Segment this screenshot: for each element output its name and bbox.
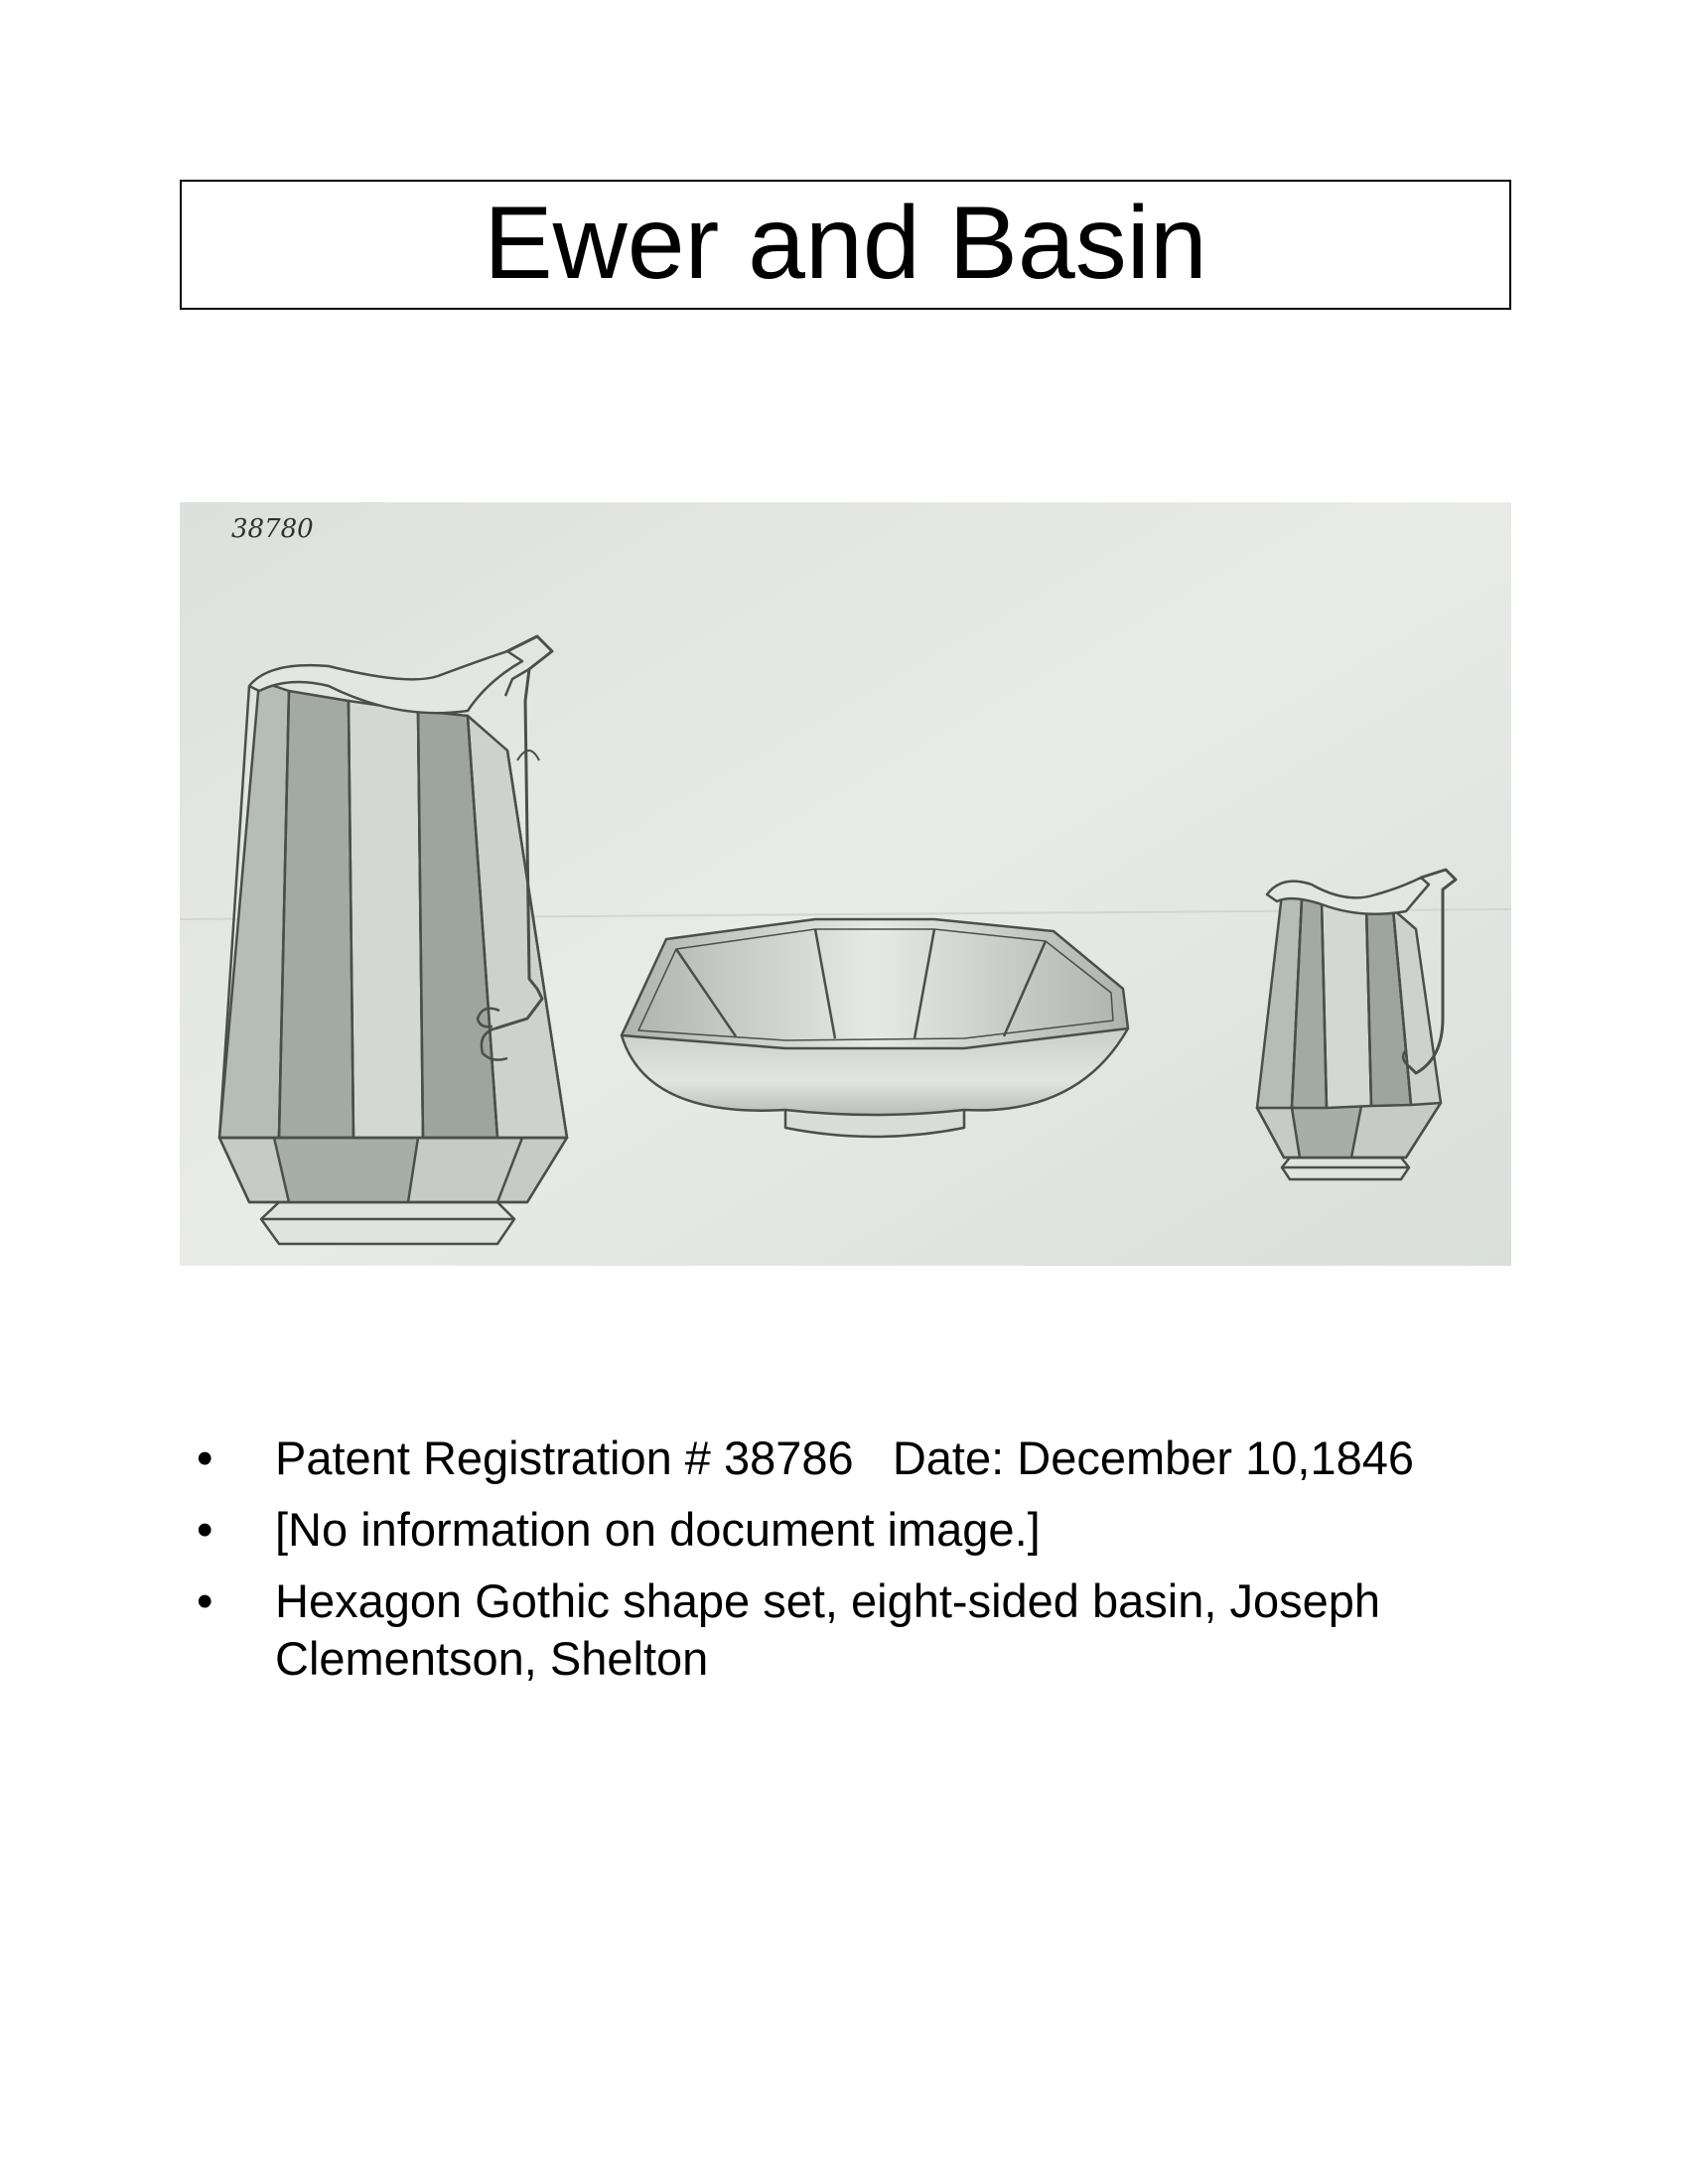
title-box — [180, 180, 1511, 310]
info-list — [189, 1430, 1499, 1702]
list-item — [189, 1430, 1499, 1487]
patent-drawing-svg — [180, 502, 1511, 1266]
patent-drawing — [180, 502, 1511, 1266]
list-item-text: Hexagon Gothic shape set, eight-sided basin, Joseph Clementson, Shelton — [275, 1574, 1381, 1685]
inventory-number: 38780 — [231, 514, 314, 544]
list-item-text: Patent Registration # 38786 Date: December 10,1846 — [275, 1432, 1415, 1484]
list-item — [189, 1501, 1499, 1559]
bullet-marker: • — [197, 1432, 213, 1484]
bullet-marker: • — [197, 1574, 213, 1627]
list-item-text: [No information on document image.] — [275, 1503, 1041, 1556]
page-title: Ewer and Basin — [484, 185, 1207, 301]
list-item — [189, 1572, 1499, 1688]
bullet-marker: • — [197, 1503, 213, 1556]
